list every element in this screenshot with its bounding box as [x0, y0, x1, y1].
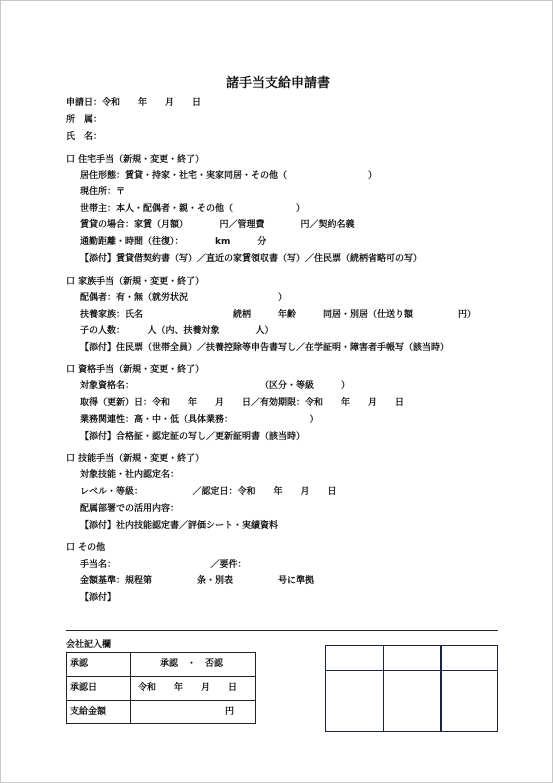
document-title: 諸手当支給申請書: [226, 76, 331, 91]
housing-line: 賃貸の場合：家賃（月額） 円／管理費 円／契約名義: [80, 220, 355, 230]
qualification-allowance-heading[interactable]: 口 資格手当（新規・変更・終了）: [66, 365, 205, 375]
housing-line: 世帯主：本人・配偶者・親・その他（ ）: [80, 204, 306, 214]
department-field[interactable]: 所 属：: [66, 115, 103, 125]
other-allowance-heading[interactable]: 口 その他: [66, 543, 106, 553]
other-attachment: 【添付】: [80, 593, 117, 603]
skill-line: 対象技能・社内認定名：: [80, 470, 180, 480]
name-field[interactable]: 氏 名：: [66, 132, 103, 142]
other-line: 手当名： ／要件：: [80, 560, 247, 570]
stamp-grid-divider: [383, 645, 384, 732]
stamp-grid-divider: [440, 645, 442, 732]
other-line: 金額基準：規程第 条・別表 号に準拠: [80, 576, 315, 586]
qualification-line: 業務関連性：高・中・低（具体業務： ）: [80, 415, 319, 425]
table-divider: [66, 700, 256, 701]
section-divider: [66, 630, 498, 631]
table-divider: [130, 652, 131, 724]
family-line: 子の人数： 人（内、扶養対象 人）: [80, 326, 274, 336]
approval-stamp-grid: [325, 645, 498, 732]
stamp-grid-divider: [325, 670, 498, 671]
approval-date-field[interactable]: 令和 年 月 日: [138, 683, 238, 693]
skill-allowance-heading[interactable]: 口 技能手当（新規・変更・終了）: [66, 454, 205, 464]
family-line: 配偶者：有・無（就労状況 ）: [80, 293, 288, 303]
housing-attachment: 【添付】賃貸借契約書（写）／直近の家賃領収書（写）／住民票（続柄省略可の写）: [80, 254, 423, 264]
housing-line: 通勤距離・時間（往復）： km 分: [80, 237, 267, 247]
skill-attachment: 【添付】社内技能認定書／評価シート・実績資料: [80, 521, 279, 531]
qualification-line: 対象資格名： （区分・等級 ）: [80, 381, 351, 391]
qualification-line: 取得（更新）日：令和 年 月 日／有効期限：令和 年 月 日: [80, 398, 405, 408]
payment-amount-label: 支給金額: [70, 707, 107, 717]
application-date[interactable]: 申請日：令和 年 月 日: [66, 98, 202, 108]
table-divider: [66, 676, 256, 677]
payment-amount-unit[interactable]: 円: [225, 707, 235, 717]
family-attachment: 【添付】住民票（世帯全員）／扶養控除等申告書写し／在学証明・障害者手帳写（該当時）: [80, 343, 450, 353]
qualification-attachment: 【添付】合格証・認定証の写し／更新証明書（該当時）: [80, 432, 306, 442]
family-line: 扶養家族：氏名 続柄 年齢 同居・別居（仕送り額 円）: [80, 310, 477, 320]
approval-choice[interactable]: 承認 ・ 否認: [160, 659, 224, 669]
approval-label: 承認: [70, 659, 89, 669]
approval-date-label: 承認日: [70, 683, 98, 693]
company-use-label: 会社記入欄: [66, 640, 112, 650]
family-allowance-heading[interactable]: 口 家族手当（新規・変更・終了）: [66, 277, 205, 287]
housing-line: 居住形態：賃貸・持家・社宅・実家同居・その他（ ）: [80, 171, 378, 181]
skill-line: 配属部署での活用内容：: [80, 504, 180, 514]
housing-line: 現住所：〒: [80, 187, 126, 197]
housing-allowance-heading[interactable]: 口 住宅手当（新規・変更・終了）: [66, 155, 205, 165]
skill-line: レベル・等級： ／認定日：令和 年 月 日: [80, 487, 337, 497]
